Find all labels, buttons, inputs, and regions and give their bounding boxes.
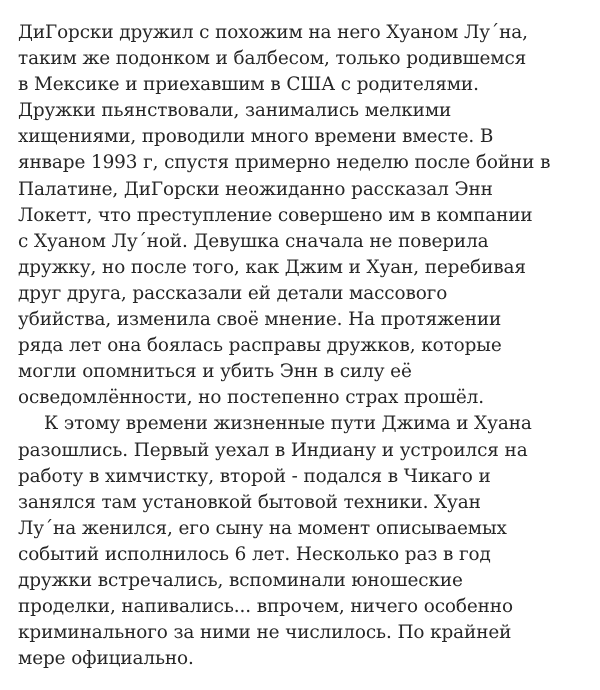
text-line: в Мексике и приехавшим в США с родителями.	[18, 74, 479, 96]
text-line: занялся там установкой бытовой техники. Хуан	[18, 491, 481, 513]
text-line: с Хуаном Лу´ной. Девушка сначала не поверила	[18, 230, 489, 252]
text-line: разошлись. Первый уехал в Индиану и устроился на	[18, 439, 528, 461]
text-line: дружку, но после того, как Джим и Хуан, перебивая	[18, 256, 526, 278]
text-line: Дружки пьянствовали, занимались мелкими	[18, 100, 452, 122]
text-line: криминального за ними не числилось. По крайней	[18, 622, 512, 644]
text-line: ряда лет она боялась расправы дружков, которые	[18, 335, 502, 357]
text-line: Локетт, что преступление совершено им в компании	[18, 204, 533, 226]
text-line: осведомлённости, но постепенно страх прошёл.	[18, 387, 484, 409]
document-text	[18, 20, 588, 672]
text-line: событий исполнилось 6 лет. Несколько раз в год	[18, 543, 491, 565]
text-line: проделки, напивались... впрочем, ничего особенно	[18, 596, 513, 618]
text-line: могли опомниться и убить Энн в силу её	[18, 361, 412, 383]
text-line: январе 1993 г, спустя примерно неделю после бойни в	[18, 152, 551, 174]
text-line: друг друга, рассказали ей детали массового	[18, 282, 448, 304]
paragraph-2	[18, 411, 588, 672]
text-line: Лу´на женился, его сыну на момент описываемых	[18, 517, 507, 539]
paragraph-1	[18, 20, 588, 411]
text-line: убийства, изменила своё мнение. На протяжении	[18, 309, 502, 331]
text-line: К этому времени жизненные пути Джима и Хуана	[44, 413, 532, 435]
text-line: мере официально.	[18, 648, 194, 670]
text-line: Палатине, ДиГорски неожиданно рассказал Энн	[18, 178, 493, 200]
text-line: работу в химчистку, второй - подался в Чикаго и	[18, 465, 491, 487]
text-line: дружки встречались, вспоминали юношеские	[18, 569, 463, 591]
text-line: таким же подонком и балбесом, только родившемся	[18, 48, 527, 70]
text-line: хищениями, проводили много времени вместе. В	[18, 126, 494, 148]
text-line: ДиГорски дружил с похожим на него Хуаном Лу´на,	[18, 22, 528, 43]
